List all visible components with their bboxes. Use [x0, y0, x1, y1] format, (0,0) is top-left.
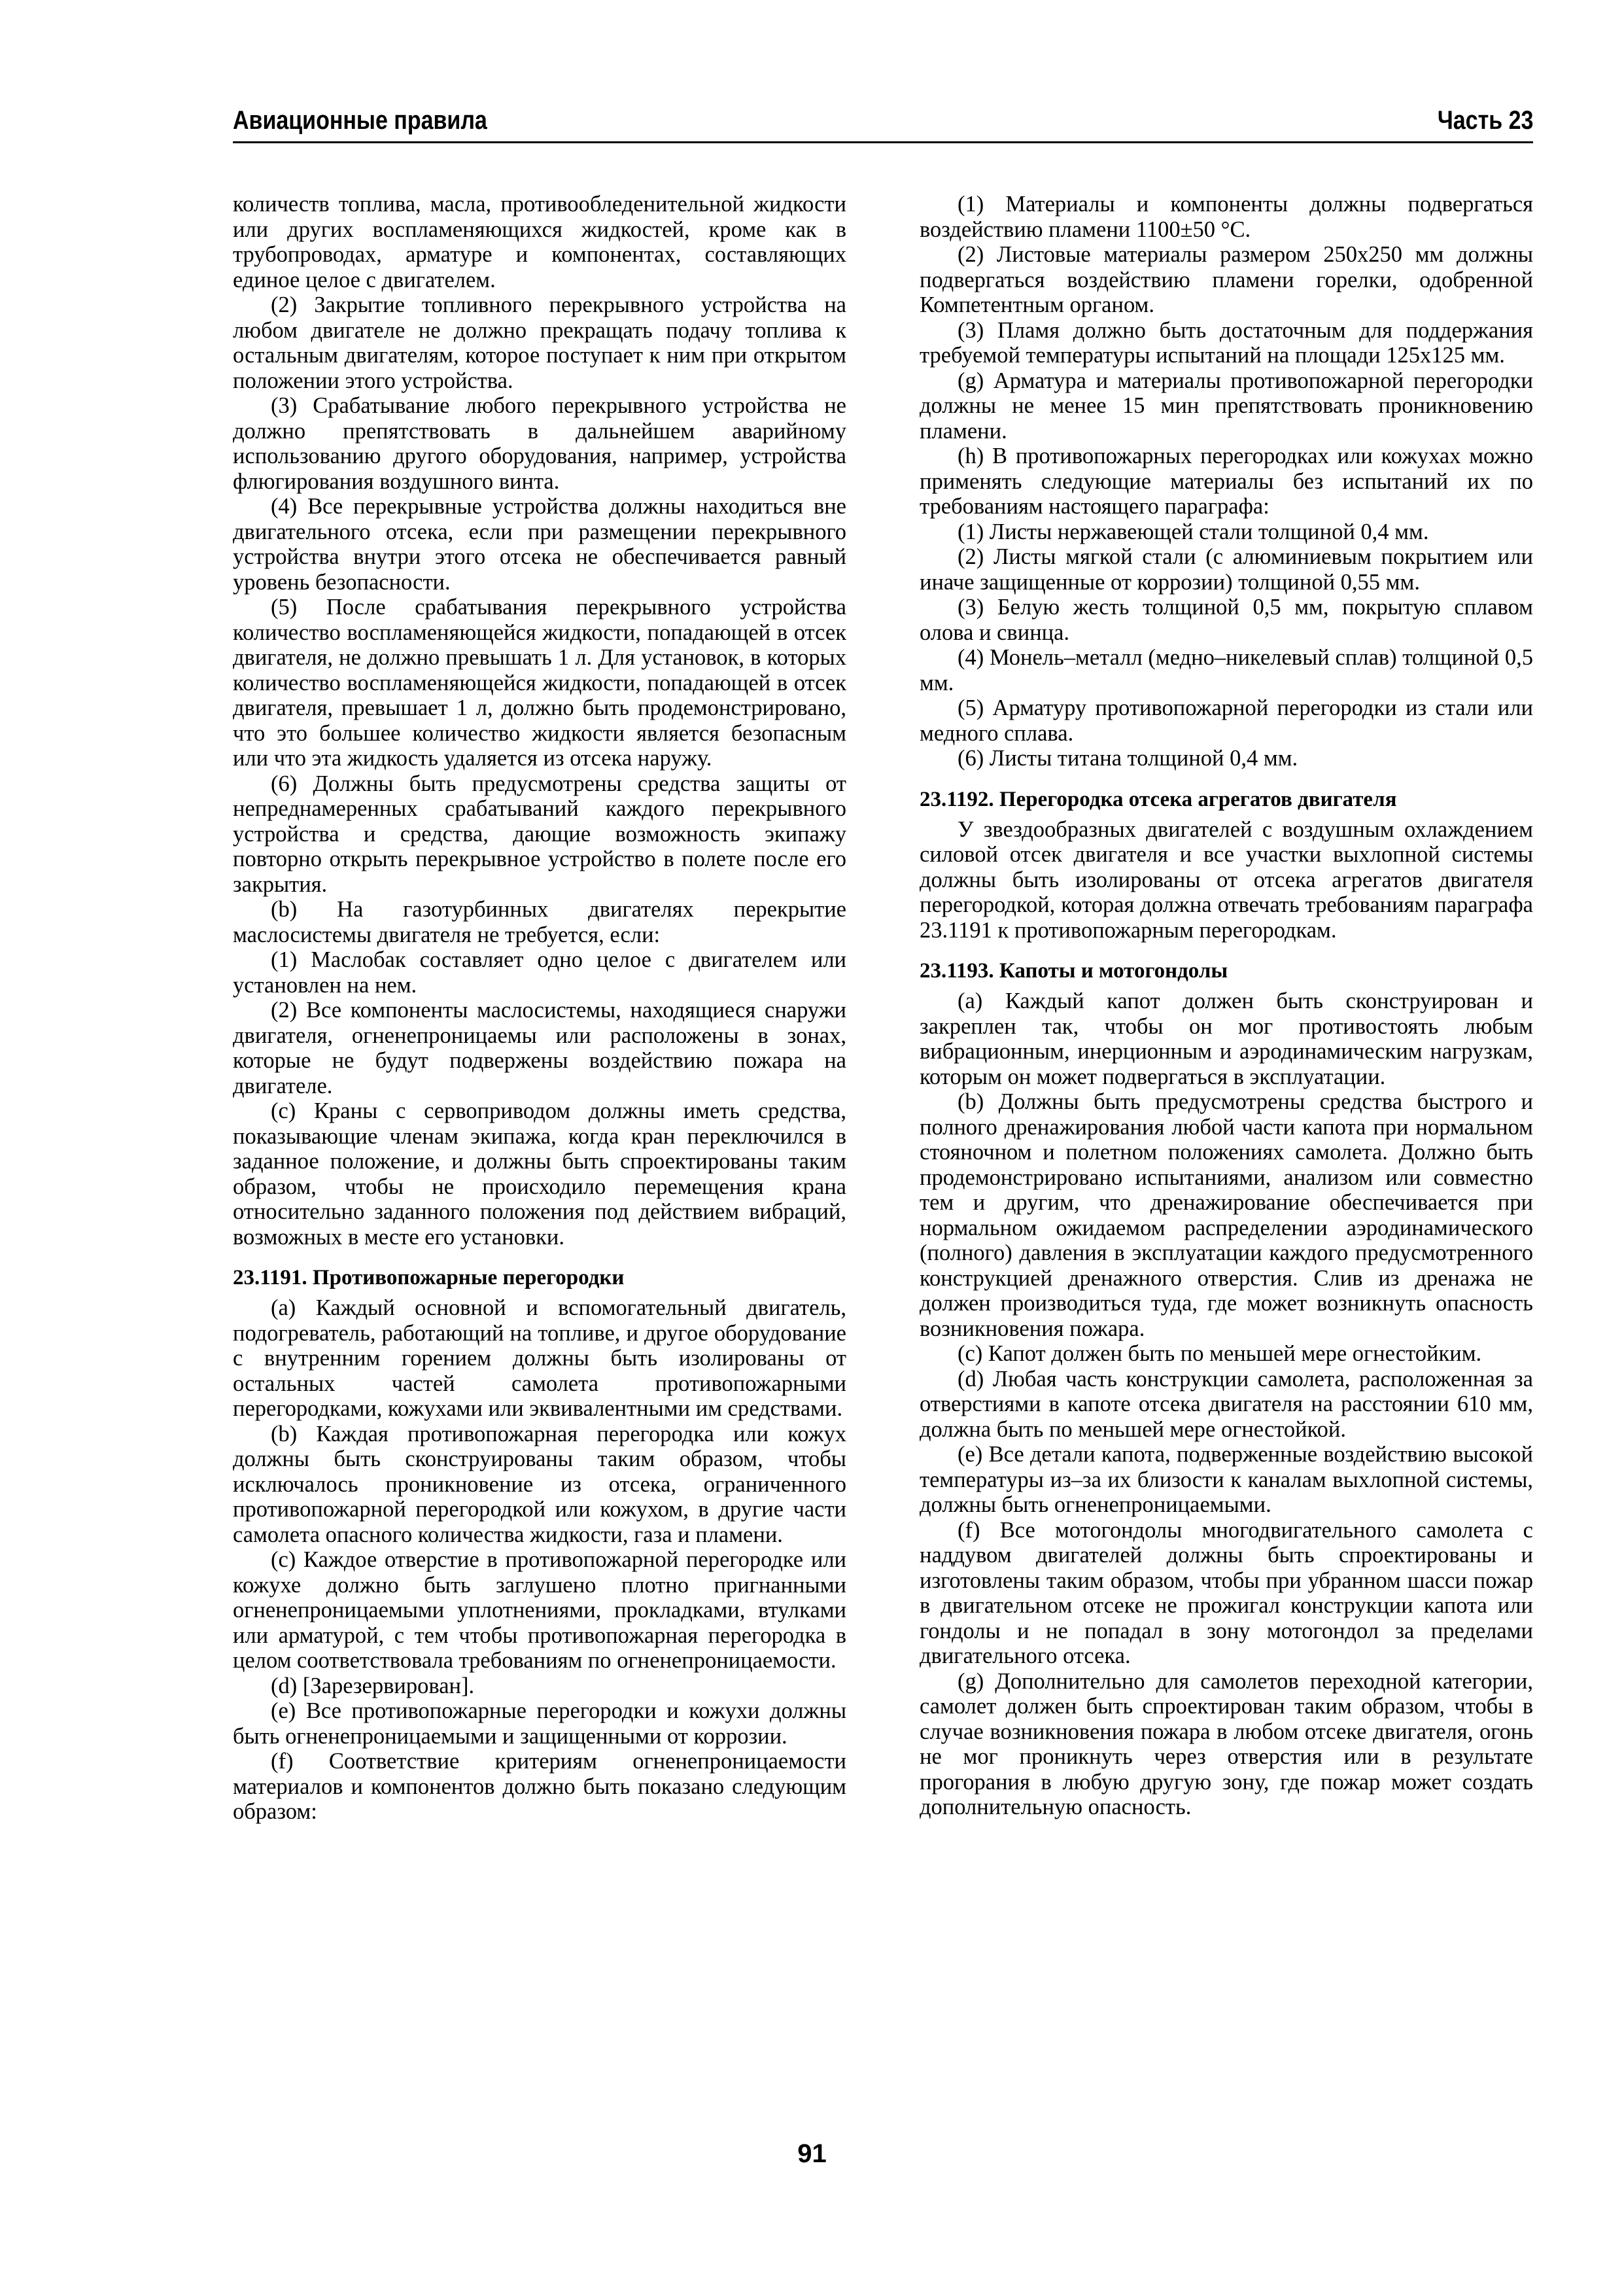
document-title: Авиационные правила [233, 106, 487, 135]
paragraph: (f) Все мотогондолы многодвигательного самолета с наддувом двигателей должны быть спроектированы и изготовлены таким образом, чтобы при убранном шасси пожар в двигательном отсеке не прожигал конструкции капота или гондолы и не попадал в зону мотогондол за пределами двигательного отсека. [920, 1517, 1533, 1668]
paragraph: (e) Все детали капота, подверженные воздействию высокой температуры из–за их близости к каналам выхлопной системы, должны быть огненепроницаемыми. [920, 1442, 1533, 1517]
paragraph: (h) В противопожарных перегородках или кожухах можно применять следующие материалы без испытаний их по требованиям настоящего параграфа: [920, 444, 1533, 519]
paragraph: (c) Каждое отверстие в противопожарной перегородке или кожухе должно быть заглушено плотно пригнанными огненепроницаемыми уплотнениями, прокладками, втулками или арматурой, с тем чтобы противопожарная перегородка в целом соответствовала требованиям по огненепроницаемости. [233, 1547, 846, 1673]
section-heading: 23.1192. Перегородка отсека агрегатов двигателя [920, 787, 1397, 811]
paragraph: количеств топлива, масла, противообледенительной жидкости или других воспламеняющихся жидкостей, кроме как в трубопроводах, арматуре и компонентах, составляющих единое целое с двигателем. [233, 192, 846, 292]
paragraph: (6) Должны быть предусмотрены средства защиты от непреднамеренных срабатываний каждого перекрывного устройства и средства, дающие возможность экипажу повторно открыть перекрывное устройство в полете после его закрытия. [233, 771, 846, 897]
paragraph: (b) На газотурбинных двигателях перекрытие маслосистемы двигателя не требуется, если: [233, 897, 846, 947]
page-number: 91 [797, 2139, 827, 2168]
paragraph: (1) Маслобак составляет одно целое с двигателем или установлен на нем. [233, 947, 846, 998]
paragraph: (g) Дополнительно для самолетов переходной категории, самолет должен быть спроектирован таким образом, чтобы в случае возникновения пожара в любом отсеке двигателя, огонь не мог проникнуть через отверстия или в результате прогорания в любую другую зону, где пожар может создать дополнительную опасность. [920, 1668, 1533, 1819]
paragraph: (2) Листовые материалы размером 250x250 мм должны подвергаться воздействию пламени горелки, одобренной Компетентным органом. [920, 242, 1533, 317]
section-heading: 23.1193. Капоты и мотогондолы [920, 959, 1228, 983]
running-header [233, 106, 1533, 143]
paragraph: (5) После срабатывания перекрывного устройства количество воспламеняющейся жидкости, попадающей в отсек двигателя, не должно превышать 1 л. Для установок, в которых количество воспламеняющейся жидкости, попадающей в отсек двигателя, превышает 1 л, должно быть продемонстрировано, что это большее количество жидкости является безопасным или что эта жидкость удаляется из отсека наружу. [233, 595, 846, 771]
paragraph: (e) Все противопожарные перегородки и кожухи должны быть огненепроницаемыми и защищенными от коррозии. [233, 1698, 846, 1749]
paragraph: (5) Арматуру противопожарной перегородки из стали или медного сплава. [920, 695, 1533, 746]
paragraph: У звездообразных двигателей с воздушным охлаждением силовой отсек двигателя и все участки выхлопной системы должны быть изолированы от отсека агрегатов двигателя перегородкой, которая должна отвечать требованиям параграфа 23.1191 к противопожарным перегородкам. [920, 816, 1533, 943]
paragraph: (g) Арматура и материалы противопожарной перегородки должны не менее 15 мин препятствовать проникновению пламени. [920, 368, 1533, 444]
paragraph: (3) Пламя должно быть достаточным для поддержания требуемой температуры испытаний на площади 125x125 мм. [920, 317, 1533, 368]
paragraph: (3) Срабатывание любого перекрывного устройства не должно препятствовать в дальнейшем аварийному использованию другого оборудования, например, устройства флюгирования воздушного винта. [233, 393, 846, 494]
paragraph: (6) Листы титана толщиной 0,4 мм. [958, 746, 1298, 771]
paragraph: (1) Листы нержавеющей стали толщиной 0,4 мм. [958, 519, 1429, 544]
paragraph: (b) Каждая противопожарная перегородка или кожух должны быть сконструированы таким образом, чтобы исключалось проникновение из отсека, ограниченного противопожарной перегородкой или кожухом, в другие части самолета опасного количества жидкости, газа и пламени. [233, 1421, 846, 1547]
paragraph: (b) Должны быть предусмотрены средства быстрого и полного дренажирования любой части капота при нормальном стояночном и полетном положениях самолета. Должно быть продемонстрировано испытаниями, анализом или совместно тем и другим, что дренажирование обеспечивается при нормальном ожидаемом распределении аэродинамического (полного) давления в эксплуатации каждого предусмотренного конструкцией дренажного отверстия. Слив из дренажа не должен производиться туда, где может возникнуть опасность возникновения пожара. [920, 1089, 1533, 1341]
paragraph: (3) Белую жесть толщиной 0,5 мм, покрытую сплавом олова и свинца. [920, 595, 1533, 645]
paragraph: (1) Материалы и компоненты должны подвергаться воздействию пламени 1100±50 °С. [920, 192, 1533, 242]
left-column [233, 192, 846, 1825]
paragraph: (d) [Зарезервирован]. [271, 1673, 475, 1698]
part-label: Часть 23 [1437, 106, 1533, 135]
section-heading: 23.1191. Противопожарные перегородки [233, 1266, 625, 1289]
paragraph: (d) Любая часть конструкции самолета, расположенная за отверстиями в капоте отсека двигателя на расстоянии 610 мм, должна быть по меньшей мере огнестойкой. [920, 1366, 1533, 1442]
paragraph: (c) Капот должен быть по меньшей мере огнестойким. [958, 1341, 1482, 1366]
paragraph: (4) Монель–металл (медно–никелевый сплав) толщиной 0,5 мм. [920, 645, 1533, 695]
paragraph: (4) Все перекрывные устройства должны находиться вне двигательного отсека, если при размещении перекрывного устройства внутри этого отсека не обеспечивается равный уровень безопасности. [233, 494, 846, 595]
header-divider [233, 141, 1533, 143]
paragraph: (2) Закрытие топливного перекрывного устройства на любом двигателе не должно прекращать подачу топлива к остальным двигателям, которое поступает к ним при открытом положении этого устройства. [233, 292, 846, 393]
paragraph: (f) Соответствие критериям огненепроницаемости материалов и компонентов должно быть показано следующим образом: [233, 1749, 846, 1824]
right-column [920, 192, 1533, 1820]
paragraph: (2) Листы мягкой стали (с алюминиевым покрытием или иначе защищенные от коррозии) толщиной 0,55 мм. [920, 544, 1533, 595]
paragraph: (2) Все компоненты маслосистемы, находящиеся снаружи двигателя, огненепроницаемы или расположены в зонах, которые не будут подвержены воздействию пожара на двигателе. [233, 998, 846, 1098]
paragraph: (a) Каждый капот должен быть сконструирован и закреплен так, чтобы он мог противостоять любым вибрационным, инерционным и аэродинамическим нагрузкам, которым он может подвергаться в эксплуатации. [920, 989, 1533, 1089]
paragraph: (c) Краны с сервоприводом должны иметь средства, показывающие членам экипажа, когда кран переключился в заданное положение, и должны быть спроектированы таким образом, чтобы не происходило перемещения крана относительно заданного положения под действием вибраций, возможных в месте его установки. [233, 1098, 846, 1250]
paragraph: (a) Каждый основной и вспомогательный двигатель, подогреватель, работающий на топливе, и другое оборудование с внутренним горением должны быть изолированы от остальных частей самолета противопожарными перегородками, кожухами или эквивалентными им средствами. [233, 1295, 846, 1421]
